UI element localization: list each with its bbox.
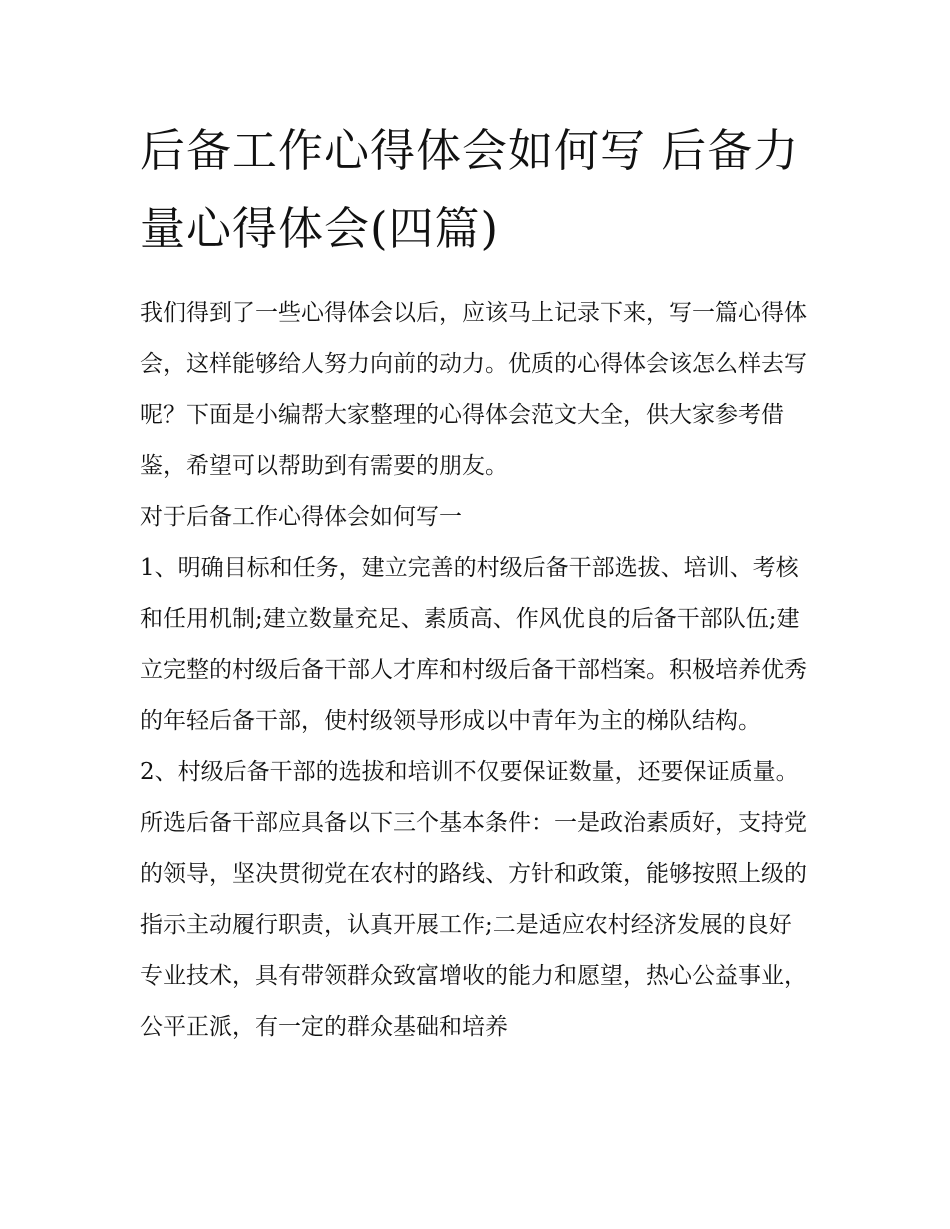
numbered-paragraph-1: 1、明确目标和任务，建立完善的村级后备干部选拔、培训、考核和任用机制;建立数量充足、素质高、作风优良的后备干部队伍;建立完整的村级后备干部人才库和村级后备干部档案。积极培养优秀的年轻后备干部，使村级领导形成以中青年为主的梯队结构。	[140, 555, 807, 734]
intro-paragraph: 我们得到了一些心得体会以后，应该马上记录下来，写一篇心得体会，这样能够给人努力向前的动力。优质的心得体会该怎么样去写呢？下面是小编帮大家整理的心得体会范文大全，供大家参考借鉴，希望可以帮助到有需要的朋友。	[140, 300, 807, 479]
document-content	[140, 112, 812, 1053]
numbered-paragraph-2: 2、村级后备干部的选拔和培训不仅要保证数量，还要保证质量。所选后备干部应具备以下三个基本条件：一是政治素质好，支持党的领导，坚决贯彻党在农村的路线、方针和政策，能够按照上级的指示主动履行职责，认真开展工作;二是适应农村经济发展的良好专业技术，具有带领群众致富增收的能力和愿望，热心公益事业，公平正派，有一定的群众基础和培养	[140, 759, 807, 1040]
document-title: 后备工作心得体会如何写 后备力量心得体会(四篇)	[140, 124, 800, 255]
section-heading: 对于后备工作心得体会如何写一	[140, 504, 462, 530]
